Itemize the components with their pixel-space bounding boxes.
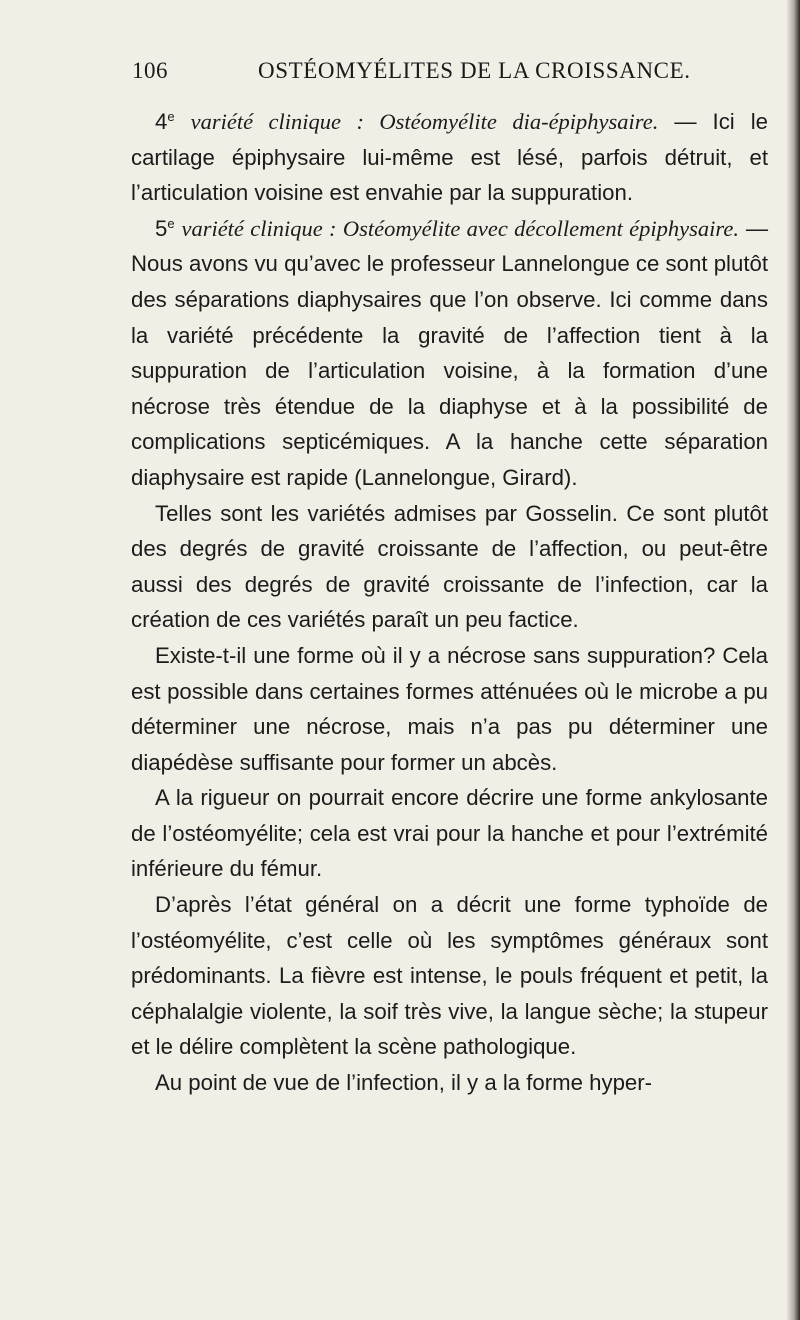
page-header [132,58,772,92]
paragraph-body: — Nous avons vu qu’avec le professeur Lannelongue ce sont plutôt des séparations diaphysaires que l’on observe. Ici comme dans la variété précédente la gravité de l’affection tient à la suppuration de l’articulation voisine, à la formation d’une nécrose très étendue de la diaphyse et à la possibilité de complications septicémiques. A la hanche cette séparation diaphysaire est rapide (Lannelongue, Girard). [131,215,769,490]
paragraph-body: — Ici le cartilage épiphysaire lui-même est lésé, parfois détruit, et l’articulation voisine est envahie par la suppuration. [131,109,769,206]
variety-number: 5 [155,215,168,241]
body-text [131,104,768,1101]
page-number: 106 [132,58,168,83]
paragraph-varieties: Telles sont les variétés admises par Gosselin. Ce sont plutôt des degrés de gravité croissante de l’affection, ou peut-être aussi des degrés de gravité croissante de l’infection, car la création de ces variétés paraît un peu factice. [131,500,768,633]
paragraph-heading: variété clinique : Ostéomyélite dia-épiphysaire. [190,109,659,134]
paragraph-heading: variété clinique : Ostéomyélite avec décollement épiphysaire. [181,215,739,241]
running-title: OSTÉOMYÉLITES DE LA CROISSANCE. [258,58,691,83]
paragraph-ankylosing: A la rigueur on pourrait encore décrire une forme ankylosante de l’ostéomyélite; cela est vrai pour la hanche et pour l’extrémité inférieure du fémur. [131,785,768,882]
ordinal-suffix: e [167,109,175,124]
paragraph-infection: Au point de vue de l’infection, il y a la forme hyper- [155,1070,653,1096]
paragraph-necrosis: Existe-t-il une forme où il y a nécrose sans suppuration? Cela est possible dans certaines formes atténuées où le microbe a pu déterminer une nécrose, mais n’a pas pu déterminer une diapédèse suffisante pour former un abcès. [131,642,768,775]
paragraph-typhoid: D’après l’état général on a décrit une forme typhoïde de l’ostéomyélite, c’est celle où les symptômes généraux sont prédominants. La fièvre est intense, le pouls fréquent et petit, la céphalalgie violente, la soif très vive, la langue sèche; la stupeur et le délire complètent la scène pathologique. [131,892,768,1060]
ordinal-suffix: e [167,215,175,231]
variety-number: 4 [155,109,168,134]
paragraph-variety-4 [131,104,768,211]
paragraph-variety-5 [131,211,768,496]
page-edge-shadow [786,0,800,1320]
